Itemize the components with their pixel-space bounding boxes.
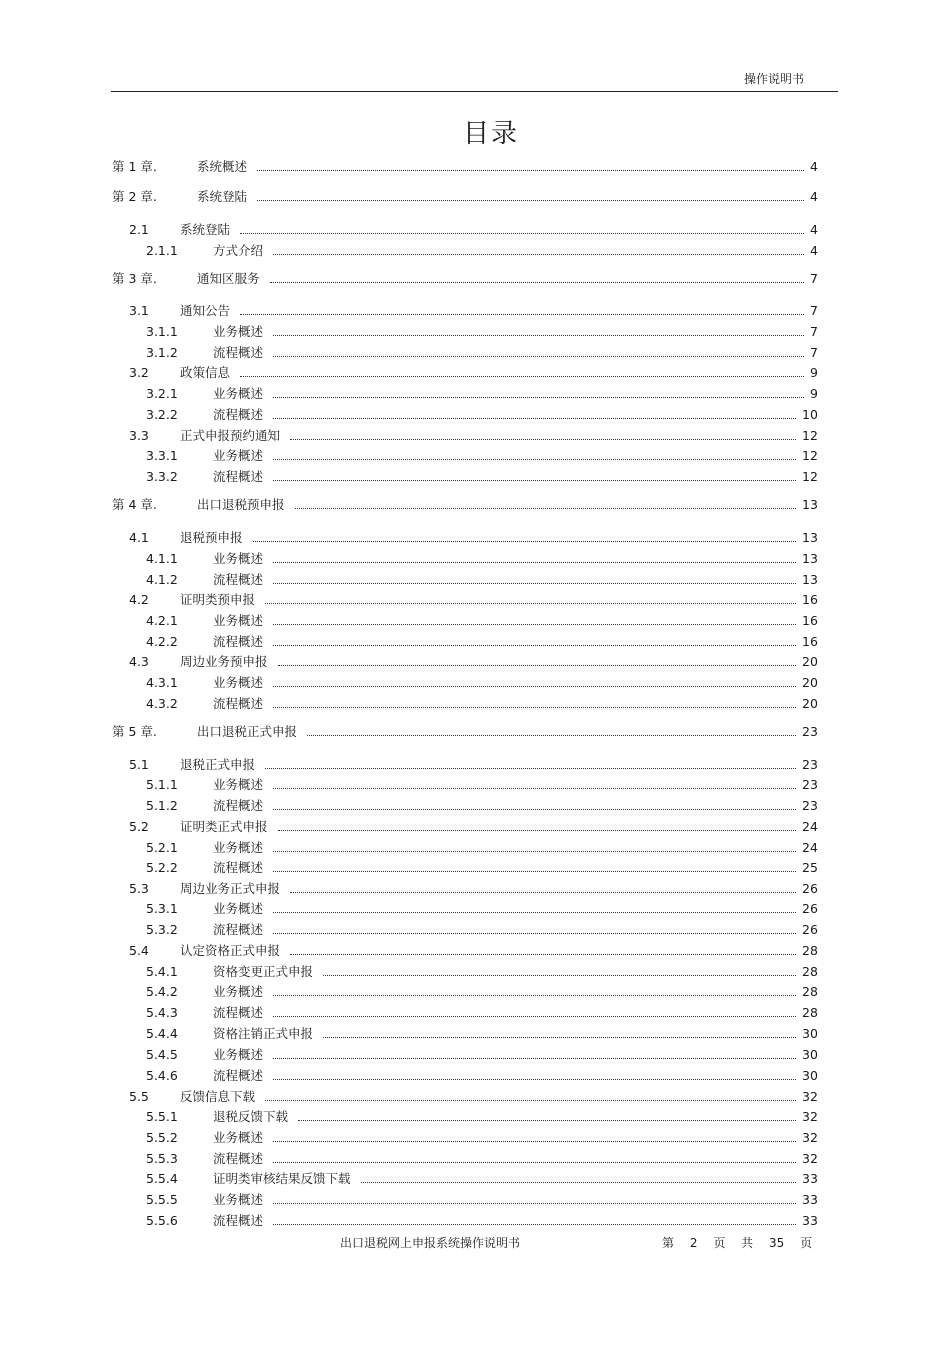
toc-entry-page: 23 xyxy=(802,777,818,792)
toc-entry-leader xyxy=(273,1191,796,1204)
toc-entry[interactable] xyxy=(0,221,950,239)
toc-entry-number: 5.5.2 xyxy=(146,1130,178,1145)
toc-entry-title: 资格注销正式申报 xyxy=(213,1026,314,1041)
toc-entry-title: 业务概述 xyxy=(213,448,264,463)
toc-entry-leader xyxy=(273,776,796,789)
toc-entry-page: 32 xyxy=(802,1109,818,1124)
toc-entry[interactable] xyxy=(0,364,950,382)
toc-entry-leader xyxy=(253,529,796,542)
toc-title: 目录 xyxy=(462,119,519,149)
toc-entry[interactable] xyxy=(0,839,950,857)
toc-entry[interactable] xyxy=(0,1150,950,1168)
toc-entry-number: 第 5 章. xyxy=(112,724,157,739)
toc-entry-number: 5.1.2 xyxy=(146,798,178,813)
toc-entry-leader xyxy=(240,302,804,315)
toc-entry[interactable] xyxy=(0,1067,950,1085)
toc-entry-title: 系统概述 xyxy=(197,159,248,174)
toc-entry-title: 政策信息 xyxy=(180,365,231,380)
toc-entry-leader xyxy=(240,221,804,234)
toc-entry-leader xyxy=(273,921,796,934)
toc-entry-title: 资格变更正式申报 xyxy=(213,964,314,979)
toc-entry-leader xyxy=(265,756,796,769)
toc-entry[interactable] xyxy=(0,1088,950,1106)
toc-entry-title: 流程概述 xyxy=(213,798,264,813)
toc-entry-title: 流程概述 xyxy=(213,572,264,587)
toc-entry-page: 32 xyxy=(802,1151,818,1166)
toc-entry-page: 13 xyxy=(802,497,818,512)
toc-entry-number: 5.4.4 xyxy=(146,1026,178,1041)
toc-entry-page: 20 xyxy=(802,675,818,690)
toc-entry-leader xyxy=(273,612,796,625)
toc-entry-number: 3.1.2 xyxy=(146,345,178,360)
toc-entry-number: 5.1 xyxy=(129,757,149,772)
toc-entry-title: 业务概述 xyxy=(213,675,264,690)
toc-entry-number: 2.1 xyxy=(129,222,149,237)
toc-entry[interactable] xyxy=(0,633,950,651)
toc-entry-leader xyxy=(295,496,796,509)
toc-entry-leader xyxy=(273,242,804,255)
toc-entry-title: 系统登陆 xyxy=(180,222,231,237)
toc-entry-leader xyxy=(273,468,796,481)
toc-entry[interactable] xyxy=(0,1004,950,1022)
toc-entry[interactable] xyxy=(0,427,950,445)
toc-entry-leader xyxy=(273,983,796,996)
toc-entry-number: 3.1 xyxy=(129,303,149,318)
footer-page-total: 35 xyxy=(769,1236,785,1250)
toc-entry[interactable] xyxy=(0,653,950,671)
toc-entry-number: 4.2.2 xyxy=(146,634,178,649)
toc-entry-number: 5.4.6 xyxy=(146,1068,178,1083)
toc-entry[interactable] xyxy=(0,1191,950,1209)
toc-entry-page: 16 xyxy=(802,613,818,628)
toc-entry-title: 证明类审核结果反馈下载 xyxy=(213,1171,351,1186)
toc-entry-title: 流程概述 xyxy=(213,860,264,875)
toc-entry-page: 13 xyxy=(802,572,818,587)
header-doc-label: 操作说明书 xyxy=(743,72,804,86)
toc-entry-page: 30 xyxy=(802,1026,818,1041)
toc-entry-leader xyxy=(273,406,796,419)
toc-entry-title: 证明类正式申报 xyxy=(180,819,268,834)
toc-entry[interactable] xyxy=(0,1129,950,1147)
toc-entry-number: 第 1 章. xyxy=(112,159,157,174)
toc-entry-title: 业务概述 xyxy=(213,1130,264,1145)
toc-entry-page: 20 xyxy=(802,654,818,669)
toc-entry-number: 5.5.6 xyxy=(146,1213,178,1228)
toc-entry-title: 通知公告 xyxy=(180,303,231,318)
toc-entry-title: 业务概述 xyxy=(213,1192,264,1207)
toc-entry-page: 23 xyxy=(802,798,818,813)
toc-entry-leader xyxy=(290,880,796,893)
footer-page-unit: 页 xyxy=(713,1236,726,1250)
toc-entry[interactable] xyxy=(0,776,950,794)
toc-entry-page: 26 xyxy=(802,922,818,937)
toc-entry-leader xyxy=(273,550,796,563)
toc-entry[interactable] xyxy=(0,188,950,206)
toc-entry-leader xyxy=(323,963,796,976)
toc-entry[interactable] xyxy=(0,550,950,568)
toc-entry-page: 16 xyxy=(802,592,818,607)
toc-entry-page: 24 xyxy=(802,840,818,855)
toc-entry-title: 流程概述 xyxy=(213,1068,264,1083)
toc-entry-number: 3.2.1 xyxy=(146,386,178,401)
toc-entry-number: 5.3.1 xyxy=(146,901,178,916)
toc-entry-leader xyxy=(273,1212,796,1225)
toc-entry[interactable] xyxy=(0,385,950,403)
toc-entry-title: 流程概述 xyxy=(213,345,264,360)
toc-entry-number: 5.1.1 xyxy=(146,777,178,792)
toc-entry-leader xyxy=(298,1108,796,1121)
toc-entry[interactable] xyxy=(0,921,950,939)
toc-entry-leader xyxy=(290,427,796,440)
toc-entry-title: 出口退税预申报 xyxy=(197,497,285,512)
toc-entry-page: 4 xyxy=(810,189,818,204)
toc-entry-title: 出口退税正式申报 xyxy=(197,724,298,739)
toc-entry[interactable] xyxy=(0,674,950,692)
toc-entry-title: 业务概述 xyxy=(213,613,264,628)
toc-entry-page: 30 xyxy=(802,1068,818,1083)
toc-entry-page: 13 xyxy=(802,551,818,566)
toc-entry-page: 26 xyxy=(802,901,818,916)
toc-entry-page: 28 xyxy=(802,1005,818,1020)
toc-entry-title: 退税反馈下载 xyxy=(213,1109,289,1124)
toc-entry-number: 5.2.1 xyxy=(146,840,178,855)
toc-entry-number: 3.3 xyxy=(129,428,149,443)
toc-entry-title: 通知区服务 xyxy=(197,271,260,286)
toc-entry-number: 3.2 xyxy=(129,365,149,380)
toc-entry-leader xyxy=(361,1170,796,1183)
footer-page-info xyxy=(662,1234,820,1251)
toc-entry[interactable] xyxy=(0,468,950,486)
toc-entry-title: 证明类预申报 xyxy=(180,592,256,607)
toc-entry-page: 23 xyxy=(802,724,818,739)
toc-entry-leader xyxy=(273,571,796,584)
toc-entry-title: 认定资格正式申报 xyxy=(180,943,281,958)
toc-entry-leader xyxy=(273,385,804,398)
toc-entry[interactable] xyxy=(0,270,950,288)
toc-entry-leader xyxy=(290,942,796,955)
toc-entry[interactable] xyxy=(0,242,950,260)
toc-entry-leader xyxy=(273,633,796,646)
footer-page-total-unit: 页 xyxy=(800,1236,813,1250)
toc-entry-number: 5.5.5 xyxy=(146,1192,178,1207)
toc-entry-page: 7 xyxy=(810,271,818,286)
toc-entry-leader xyxy=(273,323,804,336)
toc-entry-page: 33 xyxy=(802,1213,818,1228)
toc-entry[interactable] xyxy=(0,695,950,713)
toc-entry-number: 3.2.2 xyxy=(146,407,178,422)
toc-entry-number: 4.2 xyxy=(129,592,149,607)
toc-entry-number: 5.5.3 xyxy=(146,1151,178,1166)
toc-entry-page: 12 xyxy=(802,448,818,463)
toc-entry-number: 5.3.2 xyxy=(146,922,178,937)
toc-entry-number: 5.2.2 xyxy=(146,860,178,875)
toc-entry-page: 26 xyxy=(802,881,818,896)
toc-entry[interactable] xyxy=(0,158,950,176)
toc-entry-leader xyxy=(265,591,796,604)
toc-entry-number: 4.1 xyxy=(129,530,149,545)
toc-entry-leader xyxy=(273,900,796,913)
toc-entry[interactable] xyxy=(0,406,950,424)
toc-entry-number: 4.1.2 xyxy=(146,572,178,587)
toc-entry-leader xyxy=(273,1004,796,1017)
toc-entry-title: 系统登陆 xyxy=(197,189,248,204)
toc-entry-page: 10 xyxy=(802,407,818,422)
toc-entry-leader xyxy=(273,1129,796,1142)
toc-entry-page: 32 xyxy=(802,1130,818,1145)
toc-entry-page: 12 xyxy=(802,469,818,484)
toc-entry-page: 13 xyxy=(802,530,818,545)
toc-entry-number: 4.3 xyxy=(129,654,149,669)
toc-entry-leader xyxy=(273,695,796,708)
toc-entry-number: 3.3.1 xyxy=(146,448,178,463)
toc-entry-title: 流程概述 xyxy=(213,922,264,937)
toc-entry[interactable] xyxy=(0,942,950,960)
toc-entry[interactable] xyxy=(0,1025,950,1043)
toc-entry-leader xyxy=(273,839,796,852)
toc-entry[interactable] xyxy=(0,591,950,609)
toc-entry-number: 4.1.1 xyxy=(146,551,178,566)
toc-entry[interactable] xyxy=(0,818,950,836)
toc-entry-title: 流程概述 xyxy=(213,469,264,484)
toc-entry[interactable] xyxy=(0,900,950,918)
toc-entry[interactable] xyxy=(0,529,950,547)
toc-entry-leader xyxy=(273,344,804,357)
toc-entry[interactable] xyxy=(0,797,950,815)
toc-entry-page: 24 xyxy=(802,819,818,834)
toc-entry-number: 5.4 xyxy=(129,943,149,958)
toc-entry-number: 第 2 章. xyxy=(112,189,157,204)
toc-entry-number: 5.4.5 xyxy=(146,1047,178,1062)
footer-page-total-prefix: 共 xyxy=(741,1236,754,1250)
toc-entry-title: 流程概述 xyxy=(213,1213,264,1228)
toc-entry-title: 业务概述 xyxy=(213,777,264,792)
toc-entry-number: 4.3.2 xyxy=(146,696,178,711)
toc-entry-number: 2.1.1 xyxy=(146,243,178,258)
toc-entry-leader xyxy=(270,270,804,283)
toc-entry-number: 5.4.2 xyxy=(146,984,178,999)
toc-entry[interactable] xyxy=(0,1046,950,1064)
toc-entry-title: 业务概述 xyxy=(213,324,264,339)
toc-entry-page: 7 xyxy=(810,324,818,339)
toc-entry-title: 退税正式申报 xyxy=(180,757,256,772)
toc-entry-number: 5.4.3 xyxy=(146,1005,178,1020)
toc-entry-title: 业务概述 xyxy=(213,386,264,401)
toc-entry-number: 5.3 xyxy=(129,881,149,896)
toc-entry-number: 第 4 章. xyxy=(112,497,157,512)
toc-entry-number: 3.3.2 xyxy=(146,469,178,484)
toc-entry-page: 33 xyxy=(802,1171,818,1186)
toc-entry-page: 28 xyxy=(802,964,818,979)
toc-entry-title: 周边业务正式申报 xyxy=(180,881,281,896)
toc-entry-number: 5.5.1 xyxy=(146,1109,178,1124)
toc-entry[interactable] xyxy=(0,447,950,465)
toc-entry[interactable] xyxy=(0,612,950,630)
toc-entry-leader xyxy=(265,1088,796,1101)
toc-entry[interactable] xyxy=(0,1170,950,1188)
footer-doc-title: 出口退税网上申报系统操作说明书 xyxy=(340,1236,521,1250)
toc-entry[interactable] xyxy=(0,723,950,741)
toc-entry-number: 3.1.1 xyxy=(146,324,178,339)
toc-entry-title: 方式介绍 xyxy=(213,243,264,258)
toc-entry-page: 9 xyxy=(810,365,818,380)
footer-page-current: 2 xyxy=(689,1236,698,1250)
footer-page-prefix: 第 xyxy=(662,1236,675,1250)
toc-entry-number: 5.2 xyxy=(129,819,149,834)
toc-entry[interactable] xyxy=(0,323,950,341)
toc-entry-leader xyxy=(273,1150,796,1163)
toc-entry[interactable] xyxy=(0,344,950,362)
toc-entry-leader xyxy=(278,653,796,666)
toc-entry-title: 流程概述 xyxy=(213,1005,264,1020)
toc-entry[interactable] xyxy=(0,496,950,514)
toc-entry-number: 5.5.4 xyxy=(146,1171,178,1186)
toc-entry-title: 周边业务预申报 xyxy=(180,654,268,669)
toc-entry[interactable] xyxy=(0,859,950,877)
toc-entry-title: 业务概述 xyxy=(213,1047,264,1062)
toc-entry-page: 33 xyxy=(802,1192,818,1207)
toc-entry-leader xyxy=(257,188,804,201)
toc-entry[interactable] xyxy=(0,1108,950,1126)
toc-entry[interactable] xyxy=(0,756,950,774)
toc-entry-title: 流程概述 xyxy=(213,1151,264,1166)
toc-entry-number: 5.4.1 xyxy=(146,964,178,979)
toc-entry-number: 5.5 xyxy=(129,1089,149,1104)
toc-entry[interactable] xyxy=(0,1212,950,1230)
toc-entry-page: 20 xyxy=(802,696,818,711)
toc-entry-title: 业务概述 xyxy=(213,901,264,916)
toc-entry-leader xyxy=(273,797,796,810)
toc-entry-page: 4 xyxy=(810,159,818,174)
toc-entry-leader xyxy=(240,364,804,377)
toc-entry-leader xyxy=(257,158,804,171)
toc-entry-page: 30 xyxy=(802,1047,818,1062)
toc-entry-leader xyxy=(307,723,796,736)
header-rule xyxy=(111,91,838,92)
toc-entry-leader xyxy=(323,1025,796,1038)
toc-entry-page: 32 xyxy=(802,1089,818,1104)
toc-entry-leader xyxy=(273,859,796,872)
toc-entry-leader xyxy=(273,1067,796,1080)
toc-entry-number: 4.3.1 xyxy=(146,675,178,690)
toc-entry-number: 第 3 章. xyxy=(112,271,157,286)
toc-entry-title: 业务概述 xyxy=(213,840,264,855)
toc-entry-title: 退税预申报 xyxy=(180,530,243,545)
toc-entry-page: 7 xyxy=(810,345,818,360)
toc-entry-page: 4 xyxy=(810,243,818,258)
toc-entry[interactable] xyxy=(0,880,950,898)
toc-entry-leader xyxy=(278,818,796,831)
toc-entry[interactable] xyxy=(0,302,950,320)
toc-entry[interactable] xyxy=(0,963,950,981)
toc-entry-page: 16 xyxy=(802,634,818,649)
toc-entry-page: 25 xyxy=(802,860,818,875)
toc-entry-leader xyxy=(273,1046,796,1059)
toc-entry-page: 9 xyxy=(810,386,818,401)
toc-entry-number: 4.2.1 xyxy=(146,613,178,628)
toc-entry-page: 23 xyxy=(802,757,818,772)
toc-entry-title: 流程概述 xyxy=(213,407,264,422)
toc-entry-title: 流程概述 xyxy=(213,634,264,649)
toc-entry-leader xyxy=(273,447,796,460)
toc-entry-leader xyxy=(273,674,796,687)
toc-entry-page: 12 xyxy=(802,428,818,443)
toc-entry-title: 业务概述 xyxy=(213,984,264,999)
toc-entry-title: 正式申报预约通知 xyxy=(180,428,281,443)
toc-entry-title: 流程概述 xyxy=(213,696,264,711)
toc-entry-page: 28 xyxy=(802,984,818,999)
toc-entry-page: 7 xyxy=(810,303,818,318)
toc-entry-title: 反馈信息下载 xyxy=(180,1089,256,1104)
toc-entry-page: 4 xyxy=(810,222,818,237)
toc-entry-title: 业务概述 xyxy=(213,551,264,566)
toc-entry[interactable] xyxy=(0,983,950,1001)
toc-entry[interactable] xyxy=(0,571,950,589)
toc-entry-page: 28 xyxy=(802,943,818,958)
